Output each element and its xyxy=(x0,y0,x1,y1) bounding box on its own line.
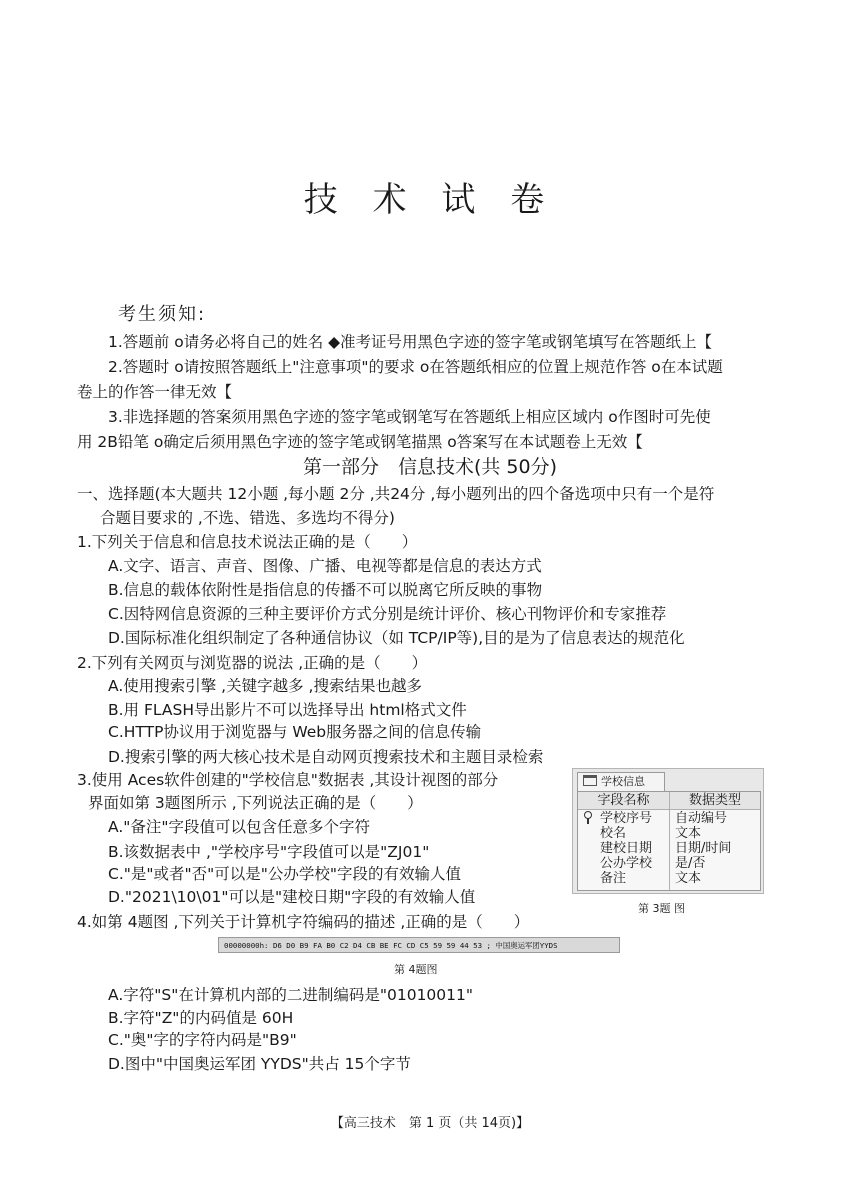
question-3-option-b: B.该数据表中 ,"学校序号"字段值可以是"ZJ01" xyxy=(108,843,430,861)
header-data-type: 数据类型 xyxy=(670,792,760,810)
question-3-option-d: D."2021\10\01"可以是"建校日期"字段的有效输人值 xyxy=(108,888,476,906)
field-name-cell: 备注 xyxy=(600,871,627,886)
question-2-option-c: C.HTTP协议用于浏览器与 Web服务器之间的信息传输 xyxy=(108,723,482,741)
question-3-option-a: A."备注"字段值可以包含任意多个字符 xyxy=(108,818,371,836)
table-tab xyxy=(577,772,665,791)
question-3-stem-line-2: 界面如第 3题图所示 ,下列说法正确的是（ ） xyxy=(88,794,423,812)
field-name-cell: 建校日期 xyxy=(600,841,653,856)
question-4-option-a: A.字符"S"在计算机内部的二进制编码是"01010011" xyxy=(108,986,474,1004)
section-heading: 第一部分 信息技术(共 50分) xyxy=(302,456,558,478)
data-type-cell: 文本 xyxy=(675,826,702,841)
page-footer: 【高三技术 第 1 页（共 14页)】 xyxy=(330,1116,530,1131)
data-type-cell: 自动编号 xyxy=(675,811,728,826)
field-name-cell: 公办学校 xyxy=(600,856,653,871)
question-3-option-c: C."是"或者"否"可以是"公办学校"字段的有效输人值 xyxy=(108,865,462,883)
column-divider xyxy=(669,792,670,890)
question-2-option-d: D.搜索引擎的两大核心技术是自动网页搜索技术和主题目录检索 xyxy=(108,748,544,766)
primary-key-icon xyxy=(584,811,592,819)
question-1-option-b: B.信息的载体依附性是指信息的传播不可以脱离它所反映的事物 xyxy=(108,581,543,599)
figure-3-caption: 第 3题 图 xyxy=(638,902,685,915)
header-field-name: 字段名称 xyxy=(578,792,669,810)
question-1-option-c: C.因特网信息资源的三种主要评价方式分别是统计评价、核心刊物评价和专家推荐 xyxy=(108,605,667,623)
table-icon xyxy=(583,775,597,786)
notice-line-5: 用 2B铅笔 o确定后须用黑色字迹的签字笔或钢笔描黑 o答案写在本试题卷上无效【 xyxy=(77,433,643,451)
figure-4-hex-dump: 00000000h: D6 D0 B9 FA B0 C2 D4 CB BE FC CD C5 59 59 44 53 ; 中国奥运军团YYDS xyxy=(218,937,620,953)
question-4-option-c: C."奥"字的字符内码是"B9" xyxy=(108,1031,297,1049)
notice-line-1: 1.答题前 o请务必将自己的姓名 ◆准考证号用黑色字迹的签字笔或钢笔填写在答题纸上【 xyxy=(108,333,713,351)
question-1-option-a: A.文字、语言、声音、图像、广播、电视等都是信息的表达方式 xyxy=(108,557,542,575)
notice-line-2: 2.答题时 o请按照答题纸上"注意事项"的要求 o在答题纸相应的位置上规范作答 o在本试题 xyxy=(108,358,723,376)
field-grid xyxy=(577,791,761,891)
notice-line-3: 卷上的作答一律无效【 xyxy=(77,383,233,401)
question-4-stem: 4.如第 4题图 ,下列关于计算机字符编码的描述 ,正确的是（ ） xyxy=(77,913,530,931)
question-4-option-d: D.图中"中国奥运军团 YYDS"共占 15个字节 xyxy=(108,1055,411,1073)
part1-instruction-line-1: 一、选择题(本大题共 12小题 ,每小题 2分 ,共24分 ,每小题列出的四个备选项中只有一个是符 xyxy=(77,485,715,503)
question-3-stem-line-1: 3.使用 Aces软件创建的"学校信息"数据表 ,其设计视图的部分 xyxy=(77,771,499,789)
data-type-cell: 日期/时间 xyxy=(675,841,732,856)
part1-instruction-line-2: 合题目要求的 ,不选、错选、多选均不得分) xyxy=(100,509,395,527)
notice-line-4: 3.非选择题的答案须用黑色字迹的签字笔或钢笔写在答题纸上相应区域内 o作图时可先使 xyxy=(108,408,711,426)
figure-4-caption: 第 4题图 xyxy=(394,963,438,976)
field-name-cell: 校名 xyxy=(600,826,627,841)
figure-3-table-design-view xyxy=(572,768,764,894)
exam-title: 技 术 试 卷 xyxy=(303,180,557,220)
notice-heading: 考生须知: xyxy=(118,304,207,325)
question-4-option-b: B.字符"Z"的内码值是 60H xyxy=(108,1009,294,1027)
data-type-cell: 是/否 xyxy=(675,856,706,871)
data-type-cell: 文本 xyxy=(675,871,702,886)
question-1-option-d: D.国际标准化组织制定了各种通信协议（如 TCP/IP等),目的是为了信息表达的规范化 xyxy=(108,629,685,647)
question-2-option-b: B.用 FLASH导出影片不可以选择导出 html格式文件 xyxy=(108,701,467,719)
table-tab-label: 学校信息 xyxy=(601,775,645,788)
field-name-cell: 学校序号 xyxy=(600,811,653,826)
question-2-stem: 2.下列有关网页与浏览器的说法 ,正确的是（ ） xyxy=(77,654,428,672)
question-1-stem: 1.下列关于信息和信息技术说法正确的是（ ） xyxy=(77,533,418,551)
question-2-option-a: A.使用搜索引擎 ,关键字越多 ,搜索结果也越多 xyxy=(108,677,422,695)
